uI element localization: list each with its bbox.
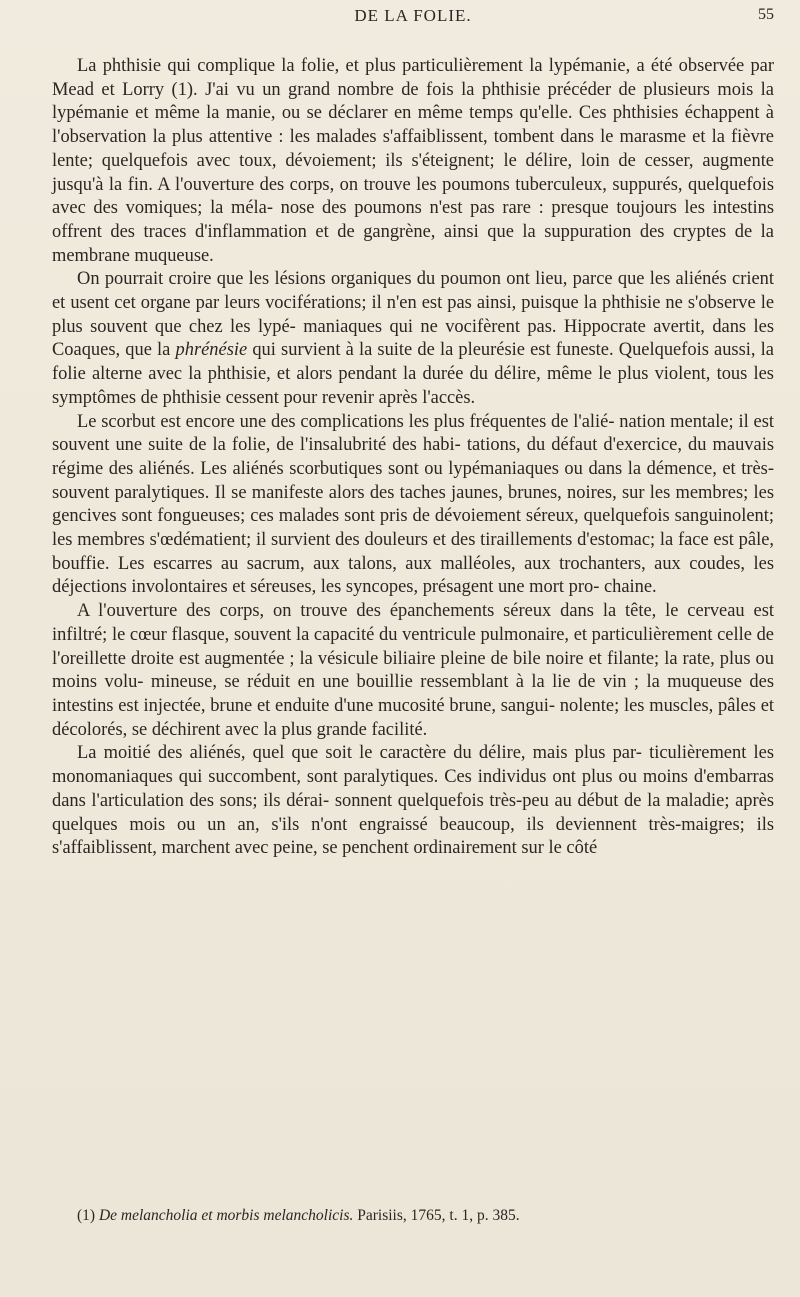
running-title: DE LA FOLIE. xyxy=(354,6,472,25)
body-text xyxy=(52,54,774,860)
paragraph-ouverture-corps: A l'ouverture des corps, on trouve des épanchements séreux dans la tête, le cerveau est infiltré; le cœur flasque, souvent la capacité du ventricule pulmonaire, et particulièrement celle de l'oreillette droite est augmentée ; la vésicule biliaire pleine de bile noire et filante; la rate, plus ou moins volu- mineuse, se réduit en une bouillie ressemblant à la lie de vin ; la muqueuse des intestins est injectée, brune et enduite d'une mucosité brune, sangui- nolente; les muscles, pâles et décolorés, se déchirent avec la plus grande facilité. xyxy=(52,600,774,739)
footnote-marker: (1) xyxy=(77,1207,96,1224)
footnote-work-title: De melancholia et morbis melancholicis. xyxy=(98,1207,354,1224)
paragraph-phthisie: La phthisie qui complique la folie, et plus particulièrement la lypémanie, a été observée par Mead et Lorry (1). J'ai vu un grand nombre de fois la phthisie précéder de plusieurs mois la lypémanie et même la manie, ou se déclarer en même temps qu'elle. Ces phthisies échappent à l'observation la plus attentive : les malades s'affaiblissent, tombent dans le marasme et la fièvre lente; quelquefois avec toux, dévoiement; ils s'éteignent; le délire, loin de cesser, augmente jusqu'à la fin. A l'ouverture des corps, on trouve les poumons tuberculeux, suppurés, quelquefois avec des vomiques; la méla- nose des poumons n'est pas rare : presque toujours les intestins offrent des traces d'inflammation et de gangrène, ainsi que la suppuration des cryptes de la membrane muqueuse. xyxy=(52,55,774,265)
paragraph-paralytiques: La moitié des aliénés, quel que soit le caractère du délire, mais plus par- ticulièrement les monomaniaques qui succombent, sont paralytiques. Ces individus ont plus ou moins d'embarras dans l'articulation des sons; ils dérai- sonnent quelquefois très-peu au début de la maladie; après quelques mois ou un an, s'ils n'ont engraissé beaucoup, ils deviennent très-maigres; ils s'affaiblissent, marchent avec peine, se penchent ordinairement sur le côté xyxy=(52,742,774,858)
italic-term-phrenesie: phrénésie xyxy=(175,339,248,360)
page-number: 55 xyxy=(758,6,774,23)
footnote-citation: Parisiis, 1765, t. 1, p. 385. xyxy=(353,1207,520,1224)
paragraph-lesions-poumon xyxy=(52,267,774,409)
running-header xyxy=(52,2,774,32)
paragraph-scorbut: Le scorbut est encore une des complications les plus fréquentes de l'alié- nation mentale; il est souvent une suite de la folie, de l'insalubrité des habi- tations, du défaut d'exercice, du mauvais régime des aliénés. Les aliénés scorbutiques sont ou lypémaniaques ou dans la démence, et très-souvent paralytiques. Il se manifeste alors des taches jaunes, brunes, noires, sur les membres; les gencives sont fongueuses; ces malades sont pris de dévoiement séreux, quelquefois sanguinolent; les membres s'œdématient; il survient des douleurs et des tiraillements d'estomac; la face est pâle, bouffie. Les escarres au sacrum, aux talons, aux malléoles, aux trochanters, aux coudes, les déjections involontaires et séreuses, les syncopes, présagent une mort pro- chaine. xyxy=(52,410,774,597)
footnote xyxy=(52,1206,774,1226)
paragraph-text-before: On pourrait croire que les lésions organiques du poumon ont lieu, parce que les aliénés crient et usent cet organe par leurs vociférations; il n'en est pas ainsi, puisque la phthisie ne s'observe le plus souvent que chez les lypé- maniaques qui ne vocifèrent pas. Hippocrate avertit, dans les Coaques, que la xyxy=(52,268,774,360)
paragraph-text-after: qui survient à la suite de la pleurésie est funeste. Quelquefois aussi, la folie alterne avec la phthisie, et alors pendant la durée du délire, même le plus violent, tous les symptômes de phthisie cessent pour revenir après l'accès. xyxy=(52,339,774,407)
